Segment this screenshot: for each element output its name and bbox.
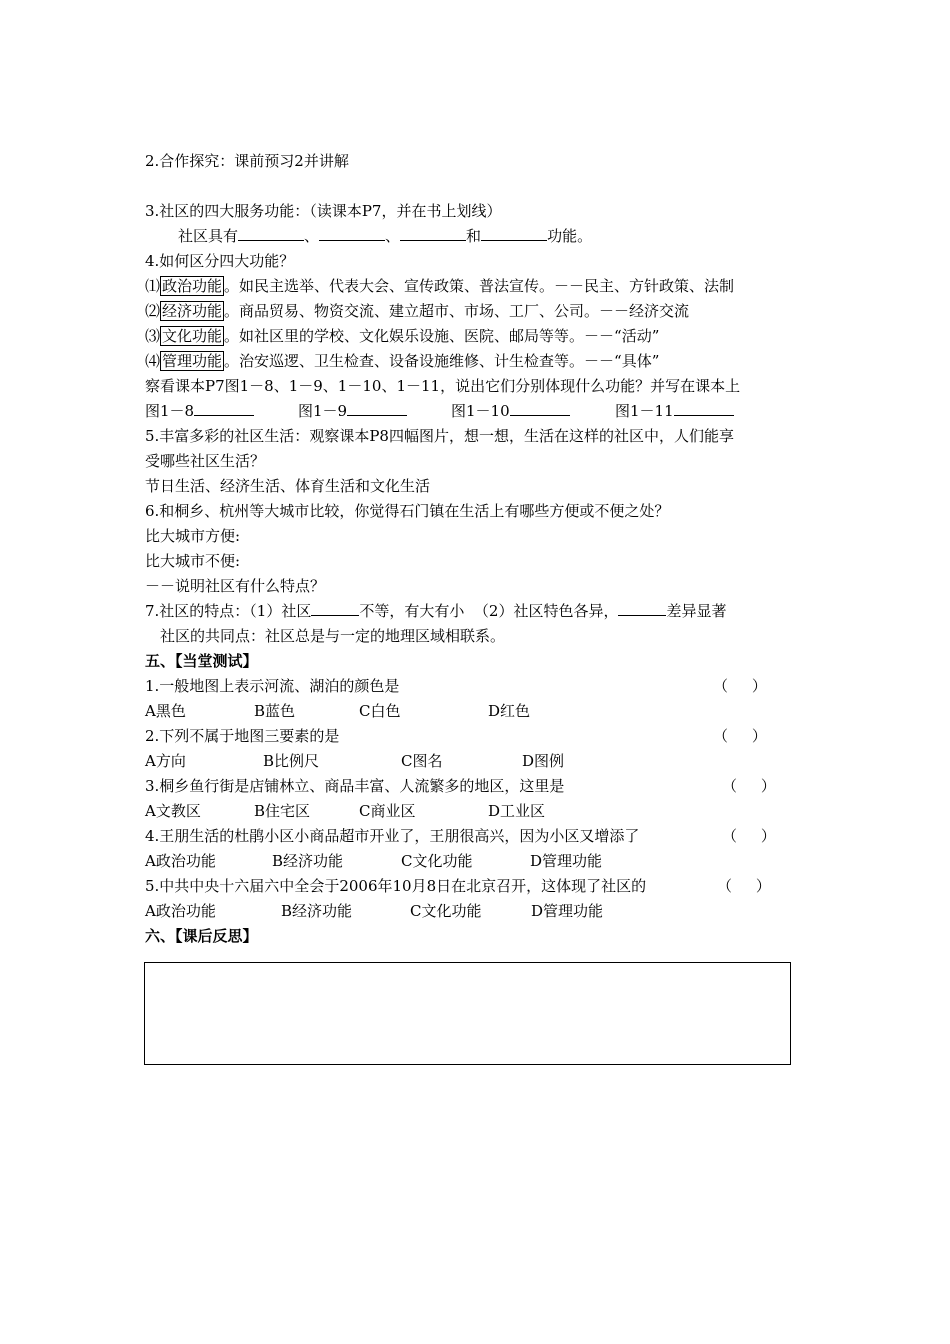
answer-paren[interactable]: （ ）	[722, 777, 776, 795]
inconvenience-label: 比大城市不便:	[145, 552, 241, 570]
fig-blank[interactable]	[510, 401, 570, 416]
quiz-option[interactable]: C白色	[359, 702, 401, 720]
quiz-option[interactable]: B经济功能	[281, 902, 353, 920]
quiz-option[interactable]: B蓝色	[254, 702, 296, 720]
blank-3[interactable]	[400, 226, 466, 241]
answer-paren[interactable]: （ ）	[713, 677, 767, 695]
heading-reflection: 六、【课后反思】	[145, 927, 258, 945]
quiz-option[interactable]: A方向	[145, 752, 186, 770]
section-3-fill-line: 社区具有 、 、 和 功能。	[178, 227, 593, 245]
quiz-option[interactable]: C文化功能	[401, 852, 473, 870]
figure-answer: 图1－8	[145, 401, 254, 421]
quiz-option[interactable]: C文化功能	[410, 902, 482, 920]
feature-blank-2[interactable]	[618, 601, 666, 616]
section-3-title: 3.社区的四大服务功能：（读课本P7，并在书上划线）	[145, 202, 502, 220]
quiz-option[interactable]: D工业区	[488, 802, 546, 820]
blank-1[interactable]	[238, 226, 304, 241]
quiz-question: 5.中共中央十六届六中全会于2006年10月8日在北京召开，这体现了社区的	[145, 877, 647, 895]
quiz-option[interactable]: C商业区	[359, 802, 416, 820]
figure-answer: 图1－11	[615, 401, 734, 421]
quiz-option[interactable]: A政治功能	[145, 902, 216, 920]
section-2: 2.合作探究：课前预习2并讲解	[145, 152, 349, 170]
quiz-question: 2.下列不属于地图三要素的是	[145, 727, 340, 745]
quiz-option[interactable]: B经济功能	[272, 852, 344, 870]
reflection-box[interactable]	[144, 962, 791, 1065]
quiz-option[interactable]: D图例	[522, 752, 565, 770]
quiz-question: 3.桐乡鱼行街是店铺林立、商品丰富、人流繁多的地区，这里是	[145, 777, 565, 795]
quiz-option[interactable]: D管理功能	[530, 852, 603, 870]
figure-answer: 图1－10	[451, 401, 570, 421]
section-7-common: 社区的共同点：社区总是与一定的地理区域相联系。	[160, 627, 506, 645]
quiz-option[interactable]: B比例尺	[263, 752, 320, 770]
function-item: ⑴ 政治功能 。如民主选举、代表大会、宣传政策、普法宣传。－－民主、方针政策、法制	[145, 277, 735, 295]
section-5-line1: 5.丰富多彩的社区生活：观察课本P8四幅图片，想一想，生活在这样的社区中，人们能享	[145, 427, 734, 445]
quiz-option[interactable]: A政治功能	[145, 852, 216, 870]
convenience-label: 比大城市方便:	[145, 527, 241, 545]
figure-answer: 图1－9	[298, 401, 407, 421]
section-5-answer: 节日生活、经济生活、体育生活和文化生活	[145, 477, 431, 495]
quiz-option[interactable]: A黑色	[145, 702, 186, 720]
section-7-features: 7.社区的特点：（1）社区 不等，有大有小 （2）社区特色各异， 差异显著	[145, 602, 727, 620]
fig-blank[interactable]	[194, 401, 254, 416]
answer-paren[interactable]: （ ）	[717, 877, 771, 895]
function-name-boxed: 管理功能	[162, 352, 223, 370]
answer-paren[interactable]: （ ）	[713, 727, 767, 745]
quiz-question: 4.王朋生活的杜鹃小区小商品超市开业了，王朋很高兴，因为小区又增添了	[145, 827, 640, 845]
function-name-boxed: 经济功能	[162, 302, 223, 320]
answer-paren[interactable]: （ ）	[722, 827, 776, 845]
fig-blank[interactable]	[347, 401, 407, 416]
quiz-option[interactable]: C图名	[401, 752, 443, 770]
blank-4[interactable]	[481, 226, 547, 241]
quiz-question: 1.一般地图上表示河流、湖泊的颜色是	[145, 677, 400, 695]
section-5-line2: 受哪些社区生活？	[145, 452, 266, 470]
observe-instruction: 察看课本P7图1－8、1－9、1－10、1－11，说出它们分别体现什么功能？并写在课本上	[145, 377, 741, 395]
quiz-option[interactable]: D红色	[488, 702, 531, 720]
blank-2[interactable]	[319, 226, 385, 241]
feature-blank-1[interactable]	[311, 601, 359, 616]
section-6-title: 6.和桐乡、杭州等大城市比较，你觉得石门镇在生活上有哪些方便或不便之处？	[145, 502, 670, 520]
section-6-note: －－说明社区有什么特点？	[145, 577, 326, 595]
fig-blank[interactable]	[674, 401, 734, 416]
function-name-boxed: 政治功能	[162, 277, 223, 295]
heading-quiz: 五、【当堂测试】	[145, 652, 258, 670]
quiz-option[interactable]: D管理功能	[531, 902, 604, 920]
function-item: ⑷ 管理功能 。治安巡逻、卫生检查、设备设施维修、计生检查等。－－“具体”	[145, 352, 660, 370]
function-item: ⑶ 文化功能 。如社区里的学校、文化娱乐设施、医院、邮局等等。－－“活动”	[145, 327, 660, 345]
function-name-boxed: 文化功能	[162, 327, 223, 345]
section-4-title: 4.如何区分四大功能？	[145, 252, 295, 270]
quiz-option[interactable]: A文教区	[145, 802, 201, 820]
function-item: ⑵ 经济功能 。商品贸易、物资交流、建立超市、市场、工厂、公司。－－经济交流	[145, 302, 690, 320]
quiz-option[interactable]: B住宅区	[254, 802, 311, 820]
